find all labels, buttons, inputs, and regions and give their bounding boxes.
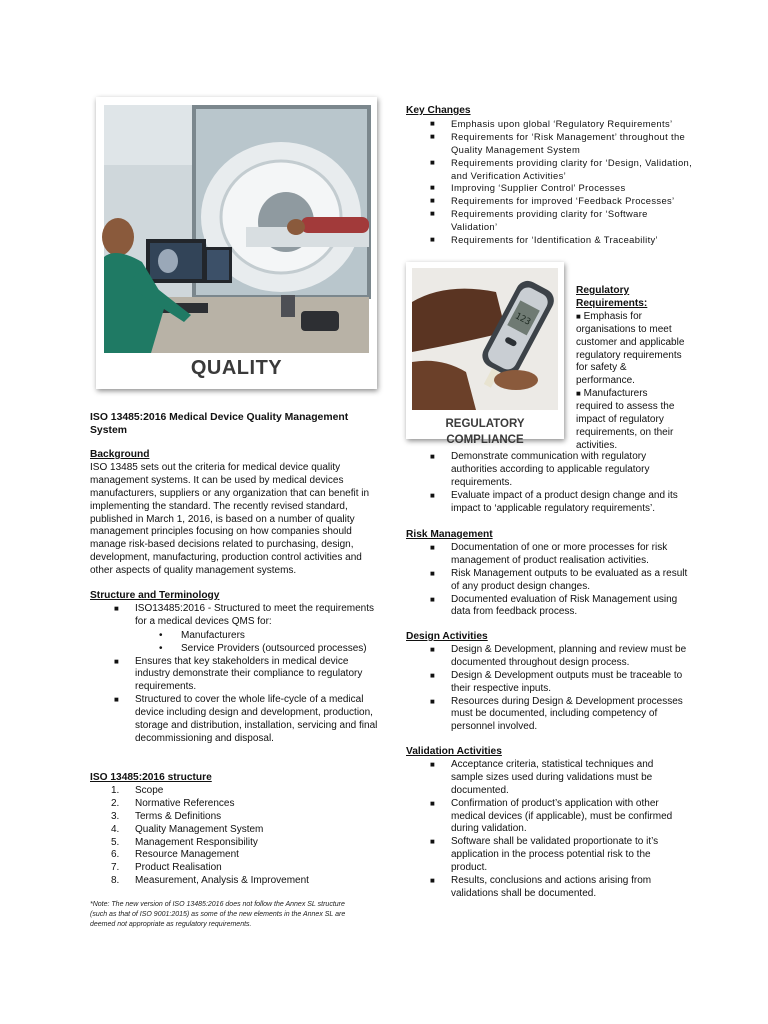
list-item: ■ Software shall be validated proportionate to it’s application in the process potential risk to the product. [406,836,688,875]
list-item: 2. Normative References [111,797,235,809]
list-item: ■ Manufacturers required to assess the impact of regulatory requirements, on their activities. [576,388,675,451]
iso-structure-heading: ISO 13485:2016 structure [90,772,212,783]
list-item: • Service Providers (outsourced processes) [135,643,380,656]
list-item: ■ Design & Development outputs must be traceable to their respective inputs. [406,670,688,696]
list-item: 3. Terms & Definitions [111,810,222,822]
list-item: ■ Requirements for improved ‘Feedback Processes’ [406,195,696,208]
iso-structure-list [90,785,380,888]
validation-activities-section [406,746,688,901]
regulatory-continued-section [406,451,688,516]
background-text: ISO 13485 sets out the criteria for medical device quality management systems. It can be used by medical devices manufacturers, suppliers or any organization that can benefit in implementing the standard. The recently revised standard, published in March 1, 2016, is based on a number of quality management principles focusing on how companies should manage risk-based decisions related to purchasing, design, development, manufacturing, production control activities and other aspects of quality management systems. [90,461,370,577]
structure-terminology-list [90,603,380,746]
regulatory-compliance-image [406,262,564,446]
list-item: ■ Resources during Design & Development processes must be documented, including competency of personnel involved. [406,696,688,735]
list-item: • Manufacturers [135,630,380,643]
list-item: 8. Measurement, Analysis & Improvement [111,875,309,887]
list-item: ■ Acceptance criteria, statistical techniques and sample sizes used during validations must be documented. [406,759,688,798]
list-item: ■ Documented evaluation of Risk Management using data from feedback process. [406,594,688,620]
structure-terminology-section [90,590,380,746]
list-item: ■ Emphasis upon global ‘Regulatory Requirements’ [406,118,696,131]
list-item: ■ Requirements for ‘Identification & Traceability’ [406,234,696,247]
risk-management-section [406,529,688,619]
bullet-icon: ■ [576,311,581,321]
list-item: ■ Results, conclusions and actions arising from validations shall be documented. [406,875,688,901]
list-item: ■ Requirements for ‘Risk Management’ throughout the Quality Management System [406,131,696,157]
list-item: ■ Emphasis for organisations to meet customer and applicable regulatory requirements for safety & performance. [576,310,685,387]
key-changes-section [406,105,696,247]
structure-terminology-heading: Structure and Terminology [90,590,220,601]
bullet-icon: ■ [576,389,581,399]
risk-management-heading: Risk Management [406,529,493,540]
validation-activities-list [406,759,688,901]
list-item: ■ Evaluate impact of a product design change and its impact to ‘applicable regulatory requirements’. [406,490,688,516]
quality-image [96,97,377,389]
list-item: ■ Confirmation of product’s application with other medical devices (if applicable), must be confirmed during validation. [406,798,688,837]
glucose-meter-illustration [406,262,564,439]
background-section [90,449,370,578]
list-item: ■ Demonstrate communication with regulatory authorities according to applicable regulatory requirements. [406,451,688,490]
list-item: ■ ISO13485:2016 - Structured to meet the requirements for a medical devices QMS for: • Manufacturers • Service Providers (outsourced processes) [90,603,380,656]
list-item: 1. Scope [111,784,164,796]
document-title: ISO 13485:2016 Medical Device Quality Management System [90,412,349,436]
list-item: ■ Requirements providing clarity for ‘Design, Validation, and Verification Activities’ [406,157,696,183]
list-item: 5. Management Responsibility [111,836,258,848]
list-item: ■ Improving ‘Supplier Control’ Processes [406,182,696,195]
list-item: ■ Design & Development, planning and review must be documented throughout design process. [406,644,688,670]
regulatory-list [406,451,688,516]
regulatory-compliance-caption: REGULATORY COMPLIANCE [445,418,525,446]
background-heading: Background [90,449,150,460]
quality-caption: QUALITY [190,357,283,379]
list-item: ■ Ensures that key stakeholders in medical device industry demonstrate their compliance to regulatory requirements. [90,656,380,695]
risk-management-list [406,542,688,619]
list-item: 6. Resource Management [111,849,239,861]
list-item: ■ Documentation of one or more processes for risk management of product realisation activities. [406,542,688,568]
list-item: ■ Risk Management outputs to be evaluated as a result of any product design changes. [406,568,688,594]
design-activities-section [406,631,688,734]
iso-structure-section [90,772,380,888]
list-item: ■ Structured to cover the whole life-cycle of a medical device including design and development, production, storage and distribution, installation, servicing and final decommissioning and disposal. [90,694,380,746]
list-item: 7. Product Realisation [111,862,222,874]
list-item: 4. Quality Management System [111,823,264,835]
validation-activities-heading: Validation Activities [406,746,502,757]
meter-reading: 123 [513,311,533,328]
design-activities-list [406,644,688,734]
footnote: *Note: The new version of ISO 13485:2016 does not follow the Annex SL structure (such as that of ISO 9001:2015) as some of the new elements in the Annex SL are deemed not appropriate as regulatory requirements. [90,901,346,928]
key-changes-heading: Key Changes [406,105,471,116]
list-item: ■ Requirements providing clarity for ‘Software Validation’ [406,208,696,234]
qms-for-sublist [135,630,380,656]
mri-scene-illustration [96,97,377,389]
regulatory-heading: Regulatory Requirements: [576,285,648,309]
key-changes-list [406,118,696,247]
regulatory-side-section [576,285,686,453]
design-activities-heading: Design Activities [406,631,488,642]
